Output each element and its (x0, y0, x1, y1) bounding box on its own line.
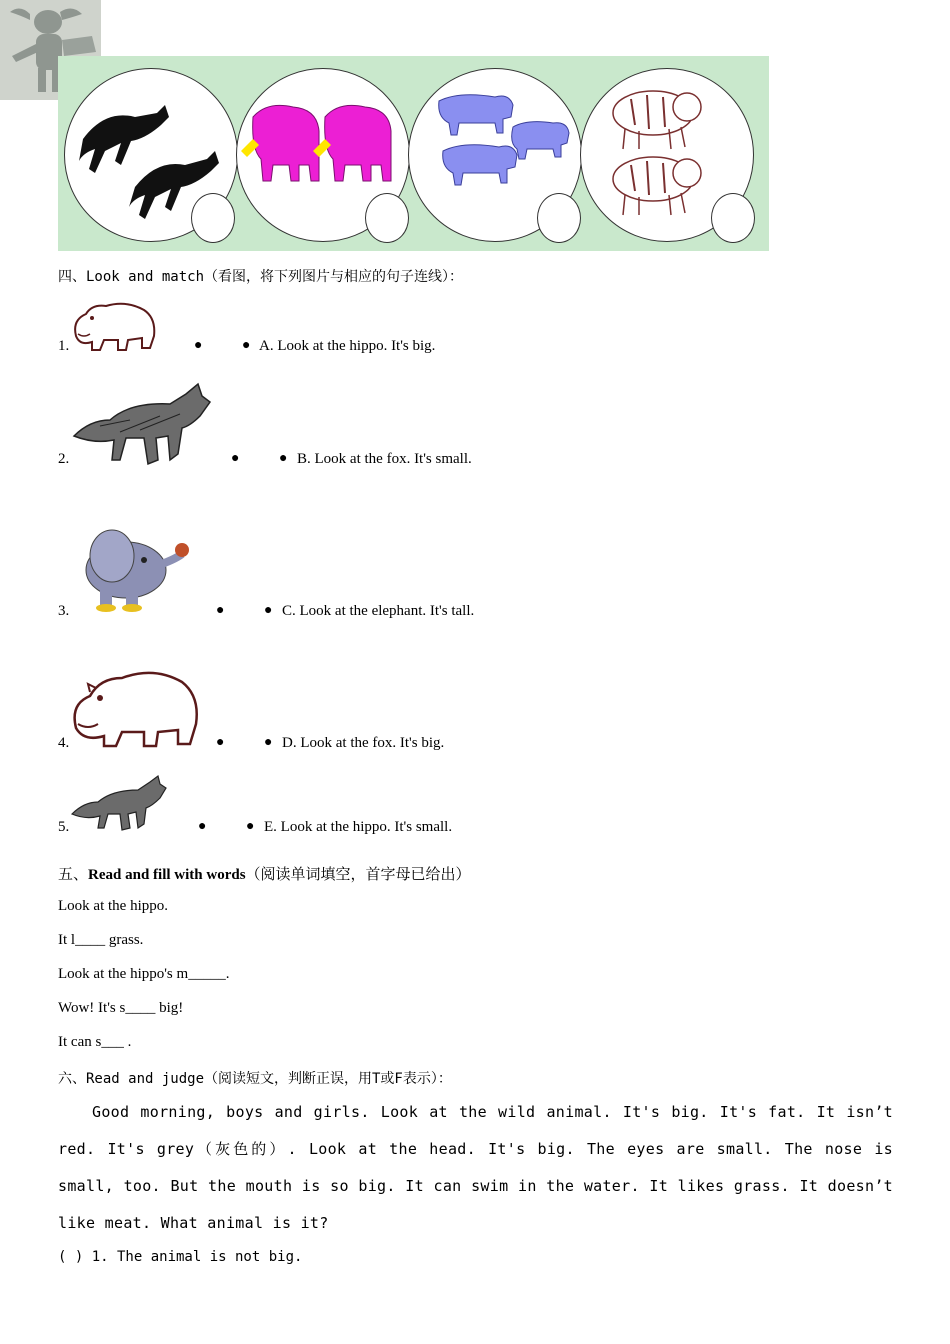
sentence-d: D. Look at the fox. It's big. (282, 735, 445, 751)
sentence-c: C. Look at the elephant. It's tall. (282, 603, 475, 619)
section5-title (58, 863, 471, 884)
item-3-left-dot[interactable]: ● (216, 603, 225, 618)
item-2-left-dot[interactable]: ● (231, 451, 240, 466)
fill-line-4[interactable]: Wow! It's s____ big! (58, 1000, 184, 1016)
judge-question-1[interactable]: ( ) 1. The animal is not big. (58, 1249, 303, 1265)
sentence-a-dot[interactable]: ● (242, 338, 251, 353)
section5-prefix: 五、 (58, 867, 89, 883)
section6-title: 六、Read and judge（阅读短文，判断正误，用T或F表示）： (58, 1071, 452, 1087)
hippo-outline-icon (70, 296, 158, 352)
sentence-b: B. Look at the fox. It's small. (297, 451, 472, 467)
sentence-a: A. Look at the hippo. It's big. (259, 338, 436, 354)
fill-line-3[interactable]: Look at the hippo's m_____. (58, 966, 230, 982)
fill-line-1: Look at the hippo. (58, 898, 168, 914)
fox-sketch-icon (70, 774, 168, 832)
cartoon-elephant-icon (70, 520, 202, 612)
item-5-left-dot[interactable]: ● (198, 819, 207, 834)
sentence-e-dot[interactable]: ● (246, 819, 255, 834)
item-1-left-dot[interactable]: ● (194, 338, 203, 353)
section5-title-cn: （阅读单词填空，首字母已给出） (245, 867, 471, 883)
item-3-number: 3. (58, 603, 70, 619)
hippo-outline-icon (70, 664, 202, 750)
passage-text: Good morning, boys and girls. Look at the wild animal. It's big. It's fat. It isn’t red. It's grey（灰色的）. Look at the head. It's big. The eyes are small. The nose is small, too. But the mouth is so big. It can swim in the water. It likes grass. It doesn’t like meat. What animal is it? (58, 1103, 893, 1232)
fox-sketch-icon (70, 380, 212, 466)
item-2-number: 2. (58, 451, 70, 467)
item-4-number: 4. (58, 735, 70, 751)
tiger-circle (580, 68, 754, 242)
sentence-b-dot[interactable]: ● (279, 451, 288, 466)
hippo-outline-big-picture (70, 664, 202, 755)
hippo-outline-small-picture (70, 296, 158, 357)
section4-title: 四、Look and match（看图，将下列图片与相应的句子连线）： (58, 269, 464, 285)
fox-circle (64, 68, 238, 242)
elephant-picture (70, 520, 202, 617)
elephant-circle (236, 68, 410, 242)
answer-circle-4[interactable] (711, 193, 755, 243)
hippo-circle (408, 68, 582, 242)
sentence-d-dot[interactable]: ● (264, 735, 273, 750)
fox-small-picture (70, 774, 168, 837)
answer-circle-1[interactable] (191, 193, 235, 243)
item-4-left-dot[interactable]: ● (216, 735, 225, 750)
animal-circles-banner (58, 56, 769, 251)
fox-big-picture (70, 380, 212, 471)
answer-circle-3[interactable] (537, 193, 581, 243)
sentence-c-dot[interactable]: ● (264, 603, 273, 618)
section5-title-bold: Read and fill with words (88, 867, 246, 883)
answer-circle-2[interactable] (365, 193, 409, 243)
fill-line-5[interactable]: It can s___ . (58, 1034, 132, 1050)
reading-passage (58, 1094, 893, 1242)
fill-line-2[interactable]: It l____ grass. (58, 932, 144, 948)
item-1-number: 1. (58, 338, 70, 354)
sentence-e: E. Look at the hippo. It's small. (264, 819, 453, 835)
item-5-number: 5. (58, 819, 70, 835)
